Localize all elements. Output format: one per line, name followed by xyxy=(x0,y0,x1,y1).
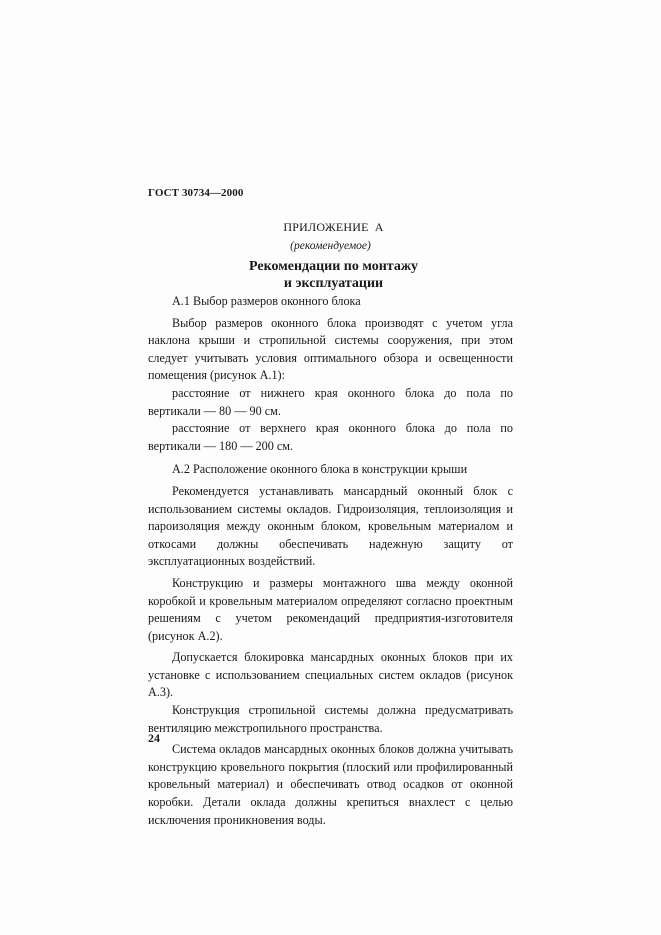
paragraph: расстояние от верхнего края оконного блока до пола по вертикали — 180 — 200 см. xyxy=(148,421,513,453)
section-heading-a1: А.1 Выбор размеров оконного блока xyxy=(172,294,361,308)
paragraph: Рекомендуется устанавливать мансардный оконный блок с использованием системы окладов. Гидроизоляция, теплоизоляция и пароизоляция между оконным блоком, кровельным материалом и откосами должны обеспечивать надежную защиту от эксплуатационных воздействий. xyxy=(148,483,513,569)
paragraph: Конструкцию и размеры монтажного шва между оконной коробкой и кровельным материалом определяют согласно проектным решениям с учетом рекомендаций предприятия-изготовителя (рисунок А.2). xyxy=(148,575,513,643)
body-text xyxy=(148,293,513,829)
appendix-letter: А xyxy=(374,220,384,234)
document-code-header: ГОСТ 30734—2000 xyxy=(148,187,244,199)
page-number: 24 xyxy=(148,731,160,745)
paragraph: Допускается блокировка мансардных оконных блоков при их установке с использованием специальных систем окладов (рисунок А.3). xyxy=(148,650,513,700)
title-line-1: Рекомендации по монтажу xyxy=(249,259,418,274)
appendix-title xyxy=(0,258,661,292)
paragraph: расстояние от нижнего края оконного блока до пола по вертикали — 80 — 90 см. xyxy=(148,385,513,418)
paragraph: Выбор размеров оконного блока производят с учетом угла наклона крыши и стропильной системы сооружения, при этом следует учитывать условия оптимального обзора и освещенности помещения (рисунок А.1): xyxy=(148,315,513,383)
section-heading-a2: А.2 Расположение оконного блока в конструкции крыши xyxy=(172,462,468,477)
paragraph: Система окладов мансардных оконных блоков должна учитывать конструкцию кровельного покрытия (плоский или профилированный кровельный материал) и обеспечивать отвод осадков от оконной коробки. Детали оклада должны крепиться внахлест с целью исключения проникновения воды. xyxy=(148,742,513,827)
title-line-2: и эксплуатации xyxy=(283,276,384,291)
appendix-label xyxy=(0,220,661,235)
appendix-status: (рекомендуемое) xyxy=(290,240,371,252)
appendix-word: ПРИЛОЖЕНИЕ xyxy=(283,220,369,234)
paragraph: Конструкция стропильной системы должна предусматривать вентиляцию межстропильного пространства. xyxy=(148,703,513,735)
